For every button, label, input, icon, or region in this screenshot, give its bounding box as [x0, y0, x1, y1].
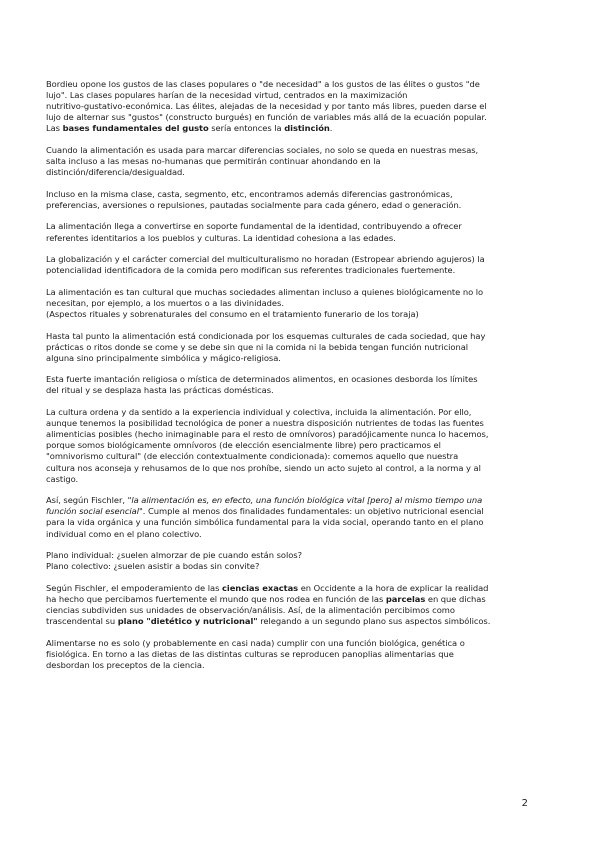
text-run: individual como en el plano colectivo.: [46, 528, 202, 539]
text-run: "omnivorismo cultural" (de elección contextualmente condicionada): comemos aquello que nuestra: [46, 451, 459, 462]
text-line: [46, 233, 544, 244]
text-line: [46, 451, 544, 462]
bold-text: bases fundamentales del gusto: [62, 123, 209, 134]
paragraph: [46, 189, 544, 211]
text-run: lujo". Las clases populares harían de la necesidad virtud, centrados en la maximización: [46, 90, 408, 101]
paragraph: [46, 407, 544, 485]
text-run: Según Fischler, el empoderamiento de las: [46, 582, 222, 593]
text-line: [46, 638, 544, 649]
text-line: [46, 79, 544, 90]
paragraph: [46, 287, 544, 320]
text-run: alguna sino principalmente simbólica y mágico-religiosa.: [46, 352, 281, 363]
text-line: [46, 529, 544, 540]
italic-text: función social esencial": [46, 506, 143, 517]
italic-text: "la alimentación es, en efecto, una función biológica vital [pero] al mismo tiempo una: [127, 495, 483, 506]
paragraph: [46, 495, 544, 539]
bold-text: plano "dietético y nutricional": [117, 616, 258, 627]
text-line: [46, 254, 544, 265]
text-line: [46, 145, 544, 156]
page-number: 2: [521, 798, 528, 809]
text-run: relegando a un segundo plano sus aspectos simbólicos.: [257, 616, 491, 627]
text-run: Esta fuerte imantación religiosa o mística de determinados alimentos, en ocasiones desborda los límites: [46, 374, 478, 385]
text-run: sería entonces la: [208, 123, 285, 134]
text-line: [46, 221, 544, 232]
text-line: [46, 649, 544, 660]
text-line: [46, 660, 544, 671]
text-run: Las: [46, 123, 63, 134]
text-run: nutritivo-gustativo-económica. Las élites, alejadas de la necesidad y por tanto más libres, pueden darse el: [46, 101, 487, 112]
text-run: (Aspectos rituales y sobrenaturales del consumo en el tratamiento funerario de los toraja): [46, 309, 419, 319]
paragraph: [46, 145, 544, 178]
text-run: La cultura ordena y da sentido a la experiencia individual y colectiva, incluida la alimentación. Por ello,: [46, 407, 472, 418]
text-run: La alimentación llega a convertirse en soporte fundamental de la identidad, contribuyendo a ofrecer: [46, 221, 462, 232]
text-run: para la vida orgánica y una función simbólica fundamental para la vida social, operando tanto en el plano: [46, 517, 484, 528]
paragraph: [46, 331, 544, 364]
text-line: [46, 463, 544, 474]
text-run: ciencias subdividen sus unidades de observación/análisis. Así, de la alimentación percibimos como: [46, 604, 455, 615]
text-line: [46, 123, 544, 134]
text-line: [46, 353, 544, 364]
text-line: [46, 298, 544, 309]
text-run: salta incluso a las mesas no-humanas que permitirán continuar ahondando en la: [46, 156, 381, 167]
text-line: [46, 506, 544, 517]
text-run: porque somos biológicamente omnívoros (de elección esencialmente libre) pero practicamos el: [46, 440, 441, 451]
text-line: [46, 418, 544, 429]
document-body: [46, 79, 544, 671]
text-run: Hasta tal punto la alimentación está condicionada por los esquemas culturales de cada sociedad, que hay: [46, 330, 486, 341]
text-line: [46, 331, 544, 342]
text-run: distinción/diferencia/desigualdad.: [46, 167, 185, 178]
text-run: en que dichas: [425, 593, 486, 604]
bold-text: ciencias exactas: [221, 582, 299, 593]
text-run: prácticas o ritos donde se come y se debe sin que ni la comida ni la bebida tengan función nutricional: [46, 341, 469, 352]
text-run: fisiológica. En torno a las dietas de las distintas culturas se reproducen panoplias alimentarias que: [46, 648, 454, 659]
text-run: Plano individual: ¿suelen almorzar de pie cuando están solos?: [46, 550, 302, 561]
text-line: [46, 374, 544, 385]
paragraph: [46, 550, 544, 572]
text-run: castigo.: [46, 473, 79, 484]
paragraph: [46, 583, 544, 627]
text-run: cultura nos aconseja y rehusamos de lo que nos prohíbe, siendo un acto sujeto al control, a la norma y al: [46, 462, 481, 473]
text-line: [46, 440, 544, 451]
text-run: lujo de alternar sus "gustos" (constructo burgués) en función de variables más allá de la ecuación popular.: [46, 112, 487, 123]
paragraph: [46, 254, 544, 276]
paragraph: [46, 79, 544, 134]
text-run: .: [329, 123, 333, 134]
text-run: ha hecho que percibamos fuertemente el mundo que nos rodea en función de las: [46, 593, 386, 604]
text-run: Bordieu opone los gustos de las clases populares o "de necesidad" a los gustos de las élites o gustos "de: [46, 79, 480, 89]
text-run: Cuando la alimentación es usada para marcar diferencias sociales, no solo se queda en nuestras mesas,: [46, 144, 479, 155]
text-line: [46, 561, 544, 572]
text-line: [46, 309, 544, 320]
text-run: desbordan los preceptos de la ciencia.: [46, 659, 205, 670]
text-run: en Occidente a la hora de explicar la realidad: [298, 582, 489, 593]
text-run: trascendental su: [46, 616, 118, 627]
text-line: [46, 429, 544, 440]
text-line: [46, 167, 544, 178]
text-run: alimenticias posibles (hecho inimaginable para el resto de omnívoros) paradójicamente nunca lo hacemos,: [46, 429, 489, 440]
paragraph: [46, 374, 544, 396]
text-line: [46, 517, 544, 528]
text-line: [46, 265, 544, 276]
text-line: [46, 90, 544, 101]
text-line: [46, 594, 544, 605]
text-run: La alimentación es tan cultural que muchas sociedades alimentan incluso a quienes biológicamente no lo: [46, 286, 484, 297]
text-line: [46, 287, 544, 298]
text-run: preferencias, aversiones o repulsiones, pautadas socialmente para cada género, edad o generación.: [46, 199, 462, 210]
text-run: del ritual y se desplaza hasta las prácticas domésticas.: [46, 385, 274, 396]
text-run: Plano colectivo: ¿suelen asistir a bodas sin convite?: [46, 561, 260, 572]
text-run: aunque tenemos la posibilidad tecnológica de poner a nuestra disposición nutrientes de todas las fuentes: [46, 418, 484, 429]
paragraph: [46, 638, 544, 671]
text-run: Alimentarse no es solo (y probablemente en casi nada) cumplir con una función biológica, genética o: [46, 637, 465, 648]
text-line: [46, 616, 544, 627]
text-run: referentes identitarios a los pueblos y culturas. La identidad cohesiona a las edades.: [46, 232, 396, 243]
text-line: [46, 495, 544, 506]
text-line: [46, 550, 544, 561]
text-line: [46, 385, 544, 396]
paragraph: [46, 221, 544, 243]
bold-text: distinción: [284, 123, 330, 134]
text-line: [46, 342, 544, 353]
text-run: potencialidad identificadora de la comida pero modifican sus referentes tradicionales fuertemente.: [46, 265, 456, 276]
text-run: necesitan, por ejemplo, a los muertos o a las divinidades.: [46, 297, 284, 308]
text-line: [46, 156, 544, 167]
text-run: Incluso en la misma clase, casta, segmento, etc, encontramos además diferencias gastronómicas,: [46, 188, 453, 199]
text-run: La globalización y el carácter comercial del multiculturalismo no horadan (Estropear abriendo agujeros) la: [46, 254, 485, 265]
text-run: . Cumple al menos dos finalidades fundamentales: un objetivo nutricional esencial: [142, 506, 484, 517]
text-line: [46, 583, 544, 594]
text-line: [46, 407, 544, 418]
text-line: [46, 474, 544, 485]
bold-text: parcelas: [385, 593, 426, 604]
text-line: [46, 112, 544, 123]
text-line: [46, 200, 544, 211]
text-run: Así, según Fischler,: [46, 495, 128, 506]
text-line: [46, 189, 544, 200]
text-line: [46, 101, 544, 112]
text-line: [46, 605, 544, 616]
